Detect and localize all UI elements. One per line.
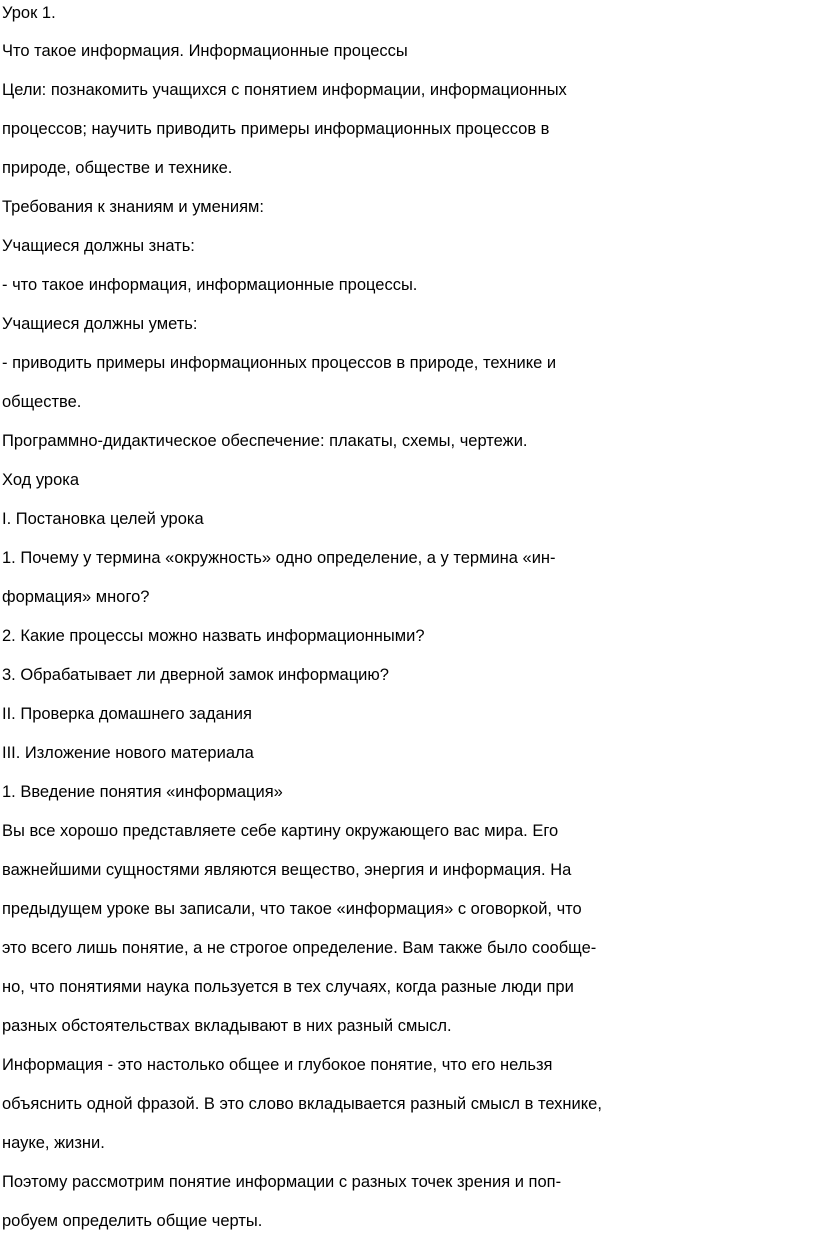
lesson-number: Урок 1. [2,4,56,22]
body-paragraph-3-line-1: Поэтому рассмотрим понятие информации с разных точек зрения и поп- [2,1173,562,1191]
lesson-title: Что такое информация. Информационные процессы [2,42,408,60]
body-paragraph-1-line-4: это всего лишь понятие, а не строгое определение. Вам также было сообще- [2,939,597,957]
body-paragraph-1-line-3: предыдущем уроке вы записали, что такое «информация» с оговоркой, что [2,900,582,918]
section-2-heading: II. Проверка домашнего задания [2,705,252,723]
body-paragraph-1-line-2: важнейшими сущностями являются вещество, энергия и информация. На [2,861,572,879]
goals-line-3: природе, обществе и технике. [2,159,233,177]
must-do-heading: Учащиеся должны уметь: [2,315,198,333]
body-paragraph-1-line-5: но, что понятиями наука пользуется в тех случаях, когда разные люди при [2,978,574,996]
must-know-item: - что такое информация, информационные процессы. [2,276,418,294]
subsection-1-heading: 1. Введение понятия «информация» [2,783,283,801]
section-1-heading: I. Постановка целей урока [2,510,204,528]
section-3-heading: III. Изложение нового материала [2,744,254,762]
must-do-item-line-2: обществе. [2,393,82,411]
body-paragraph-1-line-6: разных обстоятельствах вкладывают в них разный смысл. [2,1017,452,1035]
body-paragraph-2-line-3: науке, жизни. [2,1134,105,1152]
must-know-heading: Учащиеся должны знать: [2,237,195,255]
body-paragraph-3-line-2: робуем определить общие черты. [2,1212,263,1230]
materials-line: Программно-дидактическое обеспечение: плакаты, схемы, чертежи. [2,432,528,450]
goals-line-2: процессов; научить приводить примеры информационных процессов в [2,120,550,138]
question-1-line-1: 1. Почему у термина «окружность» одно определение, а у термина «ин- [2,549,556,567]
question-3: 3. Обрабатывает ли дверной замок информацию? [2,666,389,684]
body-paragraph-2-line-1: Информация - это настолько общее и глубокое понятие, что его нельзя [2,1056,553,1074]
question-1-line-2: формация» много? [2,588,150,606]
lesson-course-heading: Ход урока [2,471,80,489]
body-paragraph-1-line-1: Вы все хорошо представляете себе картину окружающего вас мира. Его [2,822,559,840]
must-do-item-line-1: - приводить примеры информационных процессов в природе, технике и [2,354,557,372]
requirements-heading: Требования к знаниям и умениям: [2,198,264,216]
question-2: 2. Какие процессы можно назвать информационными? [2,627,425,645]
body-paragraph-2-line-2: объяснить одной фразой. В это слово вкладывается разный смысл в технике, [2,1095,602,1113]
goals-line-1: Цели: познакомить учащихся с понятием информации, информационных [2,81,567,99]
